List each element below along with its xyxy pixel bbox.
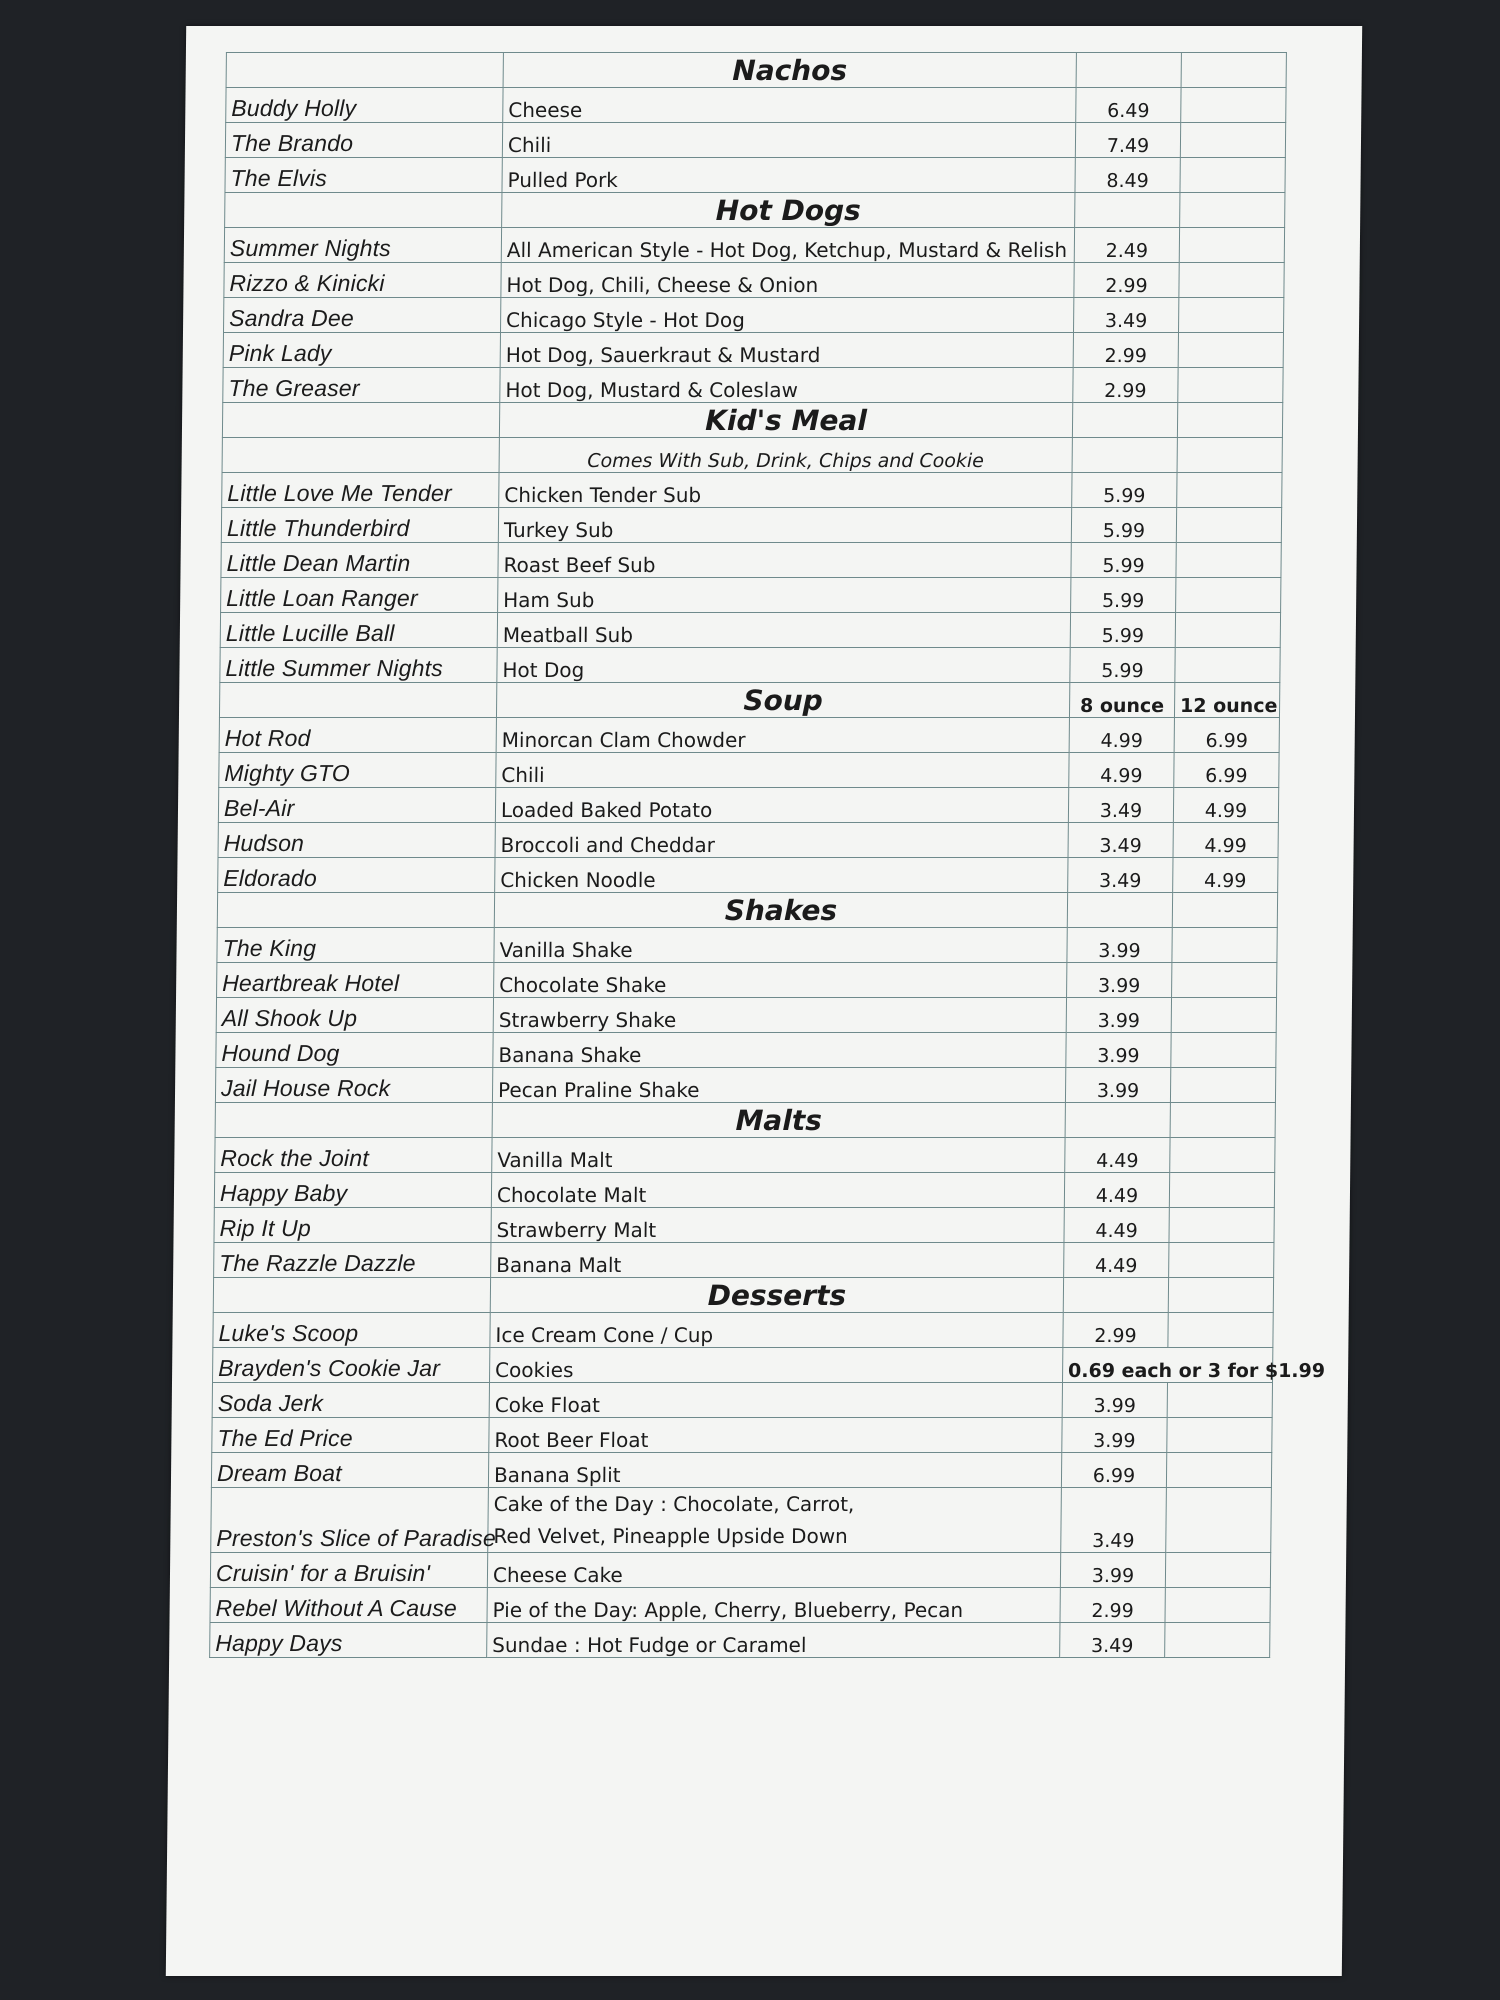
- item-price: 2.49: [1074, 228, 1179, 263]
- item-price: 5.99: [1072, 473, 1177, 508]
- menu-row: [225, 123, 1285, 158]
- item-name: Soda Jerk: [212, 1383, 489, 1418]
- item-name: Little Lucille Ball: [220, 613, 497, 648]
- item-description: Ice Cream Cone / Cup: [490, 1313, 1063, 1348]
- menu-row: [221, 508, 1281, 543]
- item-price: 3.49: [1068, 788, 1173, 823]
- item-description: Hot Dog: [497, 648, 1070, 683]
- item-name: Hudson: [218, 823, 495, 858]
- item-price: 8.49: [1075, 158, 1180, 193]
- item-price: 3.49: [1060, 1623, 1165, 1658]
- item-price: 4.99: [1069, 753, 1174, 788]
- item-price-large: 4.99: [1173, 858, 1278, 893]
- item-price: 5.99: [1070, 648, 1175, 683]
- item-description: Strawberry Malt: [491, 1208, 1064, 1243]
- menu-row: [220, 648, 1280, 683]
- item-price: 4.49: [1064, 1173, 1169, 1208]
- item-name: Rizzo & Kinicki: [224, 263, 501, 298]
- item-description: Chili: [496, 753, 1069, 788]
- item-description: All American Style - Hot Dog, Ketchup, Mustard & Relish: [501, 228, 1074, 263]
- item-name: Hound Dog: [216, 1033, 493, 1068]
- item-price: 5.99: [1070, 613, 1175, 648]
- menu-row: [217, 963, 1277, 998]
- menu-row: [224, 298, 1284, 333]
- item-description: Cheese Cake: [487, 1553, 1060, 1588]
- item-price: 0.69 each or 3 for $1.99: [1063, 1348, 1273, 1383]
- item-price: 6.49: [1076, 88, 1181, 123]
- menu-row: [221, 543, 1281, 578]
- section-title: Malts: [492, 1103, 1065, 1138]
- item-description: Hot Dog, Sauerkraut & Mustard: [500, 333, 1073, 368]
- item-description: [488, 1488, 1062, 1553]
- menu-row: [213, 1313, 1273, 1348]
- item-price: 5.99: [1071, 543, 1176, 578]
- menu-row: [223, 333, 1283, 368]
- item-price: 7.49: [1075, 123, 1180, 158]
- section-title: Nachos: [503, 53, 1076, 88]
- item-price: 2.99: [1063, 1313, 1168, 1348]
- menu-row: [214, 1243, 1274, 1278]
- section-header-nachos: [226, 53, 1286, 88]
- item-description: Pie of the Day: Apple, Cherry, Blueberry, Pecan: [487, 1588, 1060, 1623]
- item-name: Bel-Air: [218, 788, 495, 823]
- item-name: Sandra Dee: [224, 298, 501, 333]
- menu-row: [222, 473, 1282, 508]
- item-price: 3.99: [1062, 1418, 1167, 1453]
- item-description-line: Red Velvet, Pineapple Upside Down: [493, 1524, 848, 1548]
- menu-row: [218, 788, 1278, 823]
- section-title: Hot Dogs: [502, 193, 1075, 228]
- menu-row: [215, 1068, 1275, 1103]
- item-name: Mighty GTO: [219, 753, 496, 788]
- item-price: 3.99: [1062, 1383, 1167, 1418]
- item-description: Cookies: [490, 1348, 1063, 1383]
- item-price: 5.99: [1071, 508, 1176, 543]
- menu-row: [226, 88, 1286, 123]
- item-price: 3.99: [1066, 1033, 1171, 1068]
- item-price: 3.99: [1066, 998, 1171, 1033]
- menu-row: [210, 1623, 1270, 1658]
- menu-row: [214, 1208, 1274, 1243]
- item-description: Turkey Sub: [498, 508, 1071, 543]
- item-name: Buddy Holly: [226, 88, 503, 123]
- menu-row: [221, 578, 1281, 613]
- menu-row: [215, 1138, 1275, 1173]
- item-name: Rebel Without A Cause: [210, 1588, 487, 1623]
- item-description: Sundae : Hot Fudge or Caramel: [487, 1623, 1060, 1658]
- item-price-large: 4.99: [1173, 788, 1278, 823]
- menu-row: [212, 1418, 1272, 1453]
- item-name: Pink Lady: [223, 333, 500, 368]
- item-name: The Ed Price: [212, 1418, 489, 1453]
- item-description: Hot Dog, Mustard & Coleslaw: [500, 368, 1073, 403]
- item-description: Coke Float: [489, 1383, 1062, 1418]
- item-price: 6.99: [1061, 1453, 1166, 1488]
- item-description: Chili: [502, 123, 1075, 158]
- item-description: Root Beer Float: [489, 1418, 1062, 1453]
- item-name: Eldorado: [218, 858, 495, 893]
- item-description: Strawberry Shake: [493, 998, 1066, 1033]
- item-description: Cheese: [503, 88, 1076, 123]
- item-price: 5.99: [1071, 578, 1176, 613]
- item-price: 2.99: [1060, 1588, 1165, 1623]
- menu-row: [210, 1588, 1270, 1623]
- item-price: 3.99: [1060, 1553, 1165, 1588]
- item-description: Banana Malt: [491, 1243, 1064, 1278]
- menu-row: [225, 158, 1285, 193]
- menu-row: [212, 1383, 1272, 1418]
- item-price: 4.49: [1064, 1243, 1169, 1278]
- item-description: Hot Dog, Chili, Cheese & Onion: [501, 263, 1074, 298]
- menu-row: [218, 858, 1278, 893]
- item-price: 3.99: [1065, 1068, 1170, 1103]
- item-name: Little Thunderbird: [221, 508, 498, 543]
- item-description: Minorcan Clam Chowder: [496, 718, 1069, 753]
- item-description: Pulled Pork: [502, 158, 1075, 193]
- item-price: 2.99: [1073, 368, 1178, 403]
- item-name: Luke's Scoop: [213, 1313, 490, 1348]
- item-name: Rip It Up: [214, 1208, 491, 1243]
- item-name: The Elvis: [225, 158, 502, 193]
- menu-row: [217, 928, 1277, 963]
- item-description: Vanilla Malt: [492, 1138, 1065, 1173]
- item-price: 3.49: [1068, 823, 1173, 858]
- section-header-malts: [215, 1103, 1275, 1138]
- menu-row: [213, 1348, 1273, 1383]
- item-price: 3.49: [1061, 1488, 1167, 1553]
- item-name: Happy Days: [210, 1623, 487, 1658]
- item-description: Roast Beef Sub: [498, 543, 1071, 578]
- item-description: Chicken Noodle: [495, 858, 1068, 893]
- item-description: Broccoli and Cheddar: [495, 823, 1068, 858]
- item-description: Loaded Baked Potato: [495, 788, 1068, 823]
- section-title: Desserts: [490, 1278, 1063, 1313]
- item-price: 3.99: [1067, 928, 1172, 963]
- item-name: Rock the Joint: [215, 1138, 492, 1173]
- item-name: Little Loan Ranger: [221, 578, 498, 613]
- section-title: Shakes: [494, 893, 1067, 928]
- item-description: Chicago Style - Hot Dog: [501, 298, 1074, 333]
- item-price: 3.99: [1067, 963, 1172, 998]
- item-description: Vanilla Shake: [494, 928, 1067, 963]
- section-header-hot-dogs: [225, 193, 1285, 228]
- item-name: Little Summer Nights: [220, 648, 497, 683]
- item-name: Preston's Slice of Paradise: [211, 1488, 489, 1553]
- item-name: Heartbreak Hotel: [217, 963, 494, 998]
- item-description: Chicken Tender Sub: [499, 473, 1072, 508]
- item-name: Happy Baby: [214, 1173, 491, 1208]
- item-price: 2.99: [1074, 263, 1179, 298]
- size-header-large: 12 ounce: [1174, 683, 1279, 718]
- item-description: Banana Split: [488, 1453, 1061, 1488]
- section-header-soup: [219, 683, 1279, 718]
- menu-row: [219, 718, 1279, 753]
- item-name: Summer Nights: [224, 228, 501, 263]
- menu-row: [220, 613, 1280, 648]
- menu-row: [224, 263, 1284, 298]
- item-description: Meatball Sub: [497, 613, 1070, 648]
- item-name: Hot Rod: [219, 718, 496, 753]
- menu-row: [211, 1488, 1272, 1553]
- section-header-kids-meal: [222, 403, 1282, 438]
- menu-row: [224, 228, 1284, 263]
- item-name: All Shook Up: [216, 998, 493, 1033]
- menu-row: [223, 368, 1283, 403]
- item-name: The Brando: [225, 123, 502, 158]
- item-name: Cruisin' for a Bruisin': [210, 1553, 487, 1588]
- menu-row: [211, 1453, 1271, 1488]
- item-price: 3.49: [1068, 858, 1173, 893]
- item-price: 4.99: [1069, 718, 1174, 753]
- item-description: Pecan Praline Shake: [492, 1068, 1065, 1103]
- item-price: 3.49: [1074, 298, 1179, 333]
- item-name: Dream Boat: [211, 1453, 488, 1488]
- section-title: Soup: [496, 683, 1069, 718]
- item-description: Chocolate Shake: [494, 963, 1067, 998]
- item-description-line: Cake of the Day : Chocolate, Carrot,: [493, 1492, 855, 1516]
- menu-row: [218, 823, 1278, 858]
- section-note: Comes With Sub, Drink, Chips and Cookie: [499, 438, 1072, 473]
- item-name: Little Dean Martin: [221, 543, 498, 578]
- item-name: Jail House Rock: [215, 1068, 492, 1103]
- item-price: 4.49: [1064, 1208, 1169, 1243]
- menu-row: [219, 753, 1279, 788]
- section-header-desserts: [213, 1278, 1273, 1313]
- item-description: Chocolate Malt: [491, 1173, 1064, 1208]
- item-price-large: 6.99: [1174, 753, 1279, 788]
- item-price-large: 4.99: [1173, 823, 1278, 858]
- item-price: 4.49: [1065, 1138, 1170, 1173]
- item-name: Little Love Me Tender: [222, 473, 499, 508]
- item-name: The Razzle Dazzle: [214, 1243, 491, 1278]
- item-name: The King: [217, 928, 494, 963]
- item-name: Brayden's Cookie Jar: [213, 1348, 490, 1383]
- menu-table: [209, 52, 1326, 1658]
- section-title: Kid's Meal: [499, 403, 1072, 438]
- item-description: Banana Shake: [493, 1033, 1066, 1068]
- section-header-shakes: [217, 893, 1277, 928]
- section-note-row: [222, 438, 1282, 473]
- menu-row: [216, 1033, 1276, 1068]
- menu-sheet: [166, 26, 1362, 1976]
- item-price-large: 6.99: [1174, 718, 1279, 753]
- item-name: The Greaser: [223, 368, 500, 403]
- item-description: Ham Sub: [498, 578, 1071, 613]
- menu-row: [210, 1553, 1270, 1588]
- menu-row: [214, 1173, 1274, 1208]
- size-header-small: 8 ounce: [1069, 683, 1174, 718]
- item-price: 2.99: [1073, 333, 1178, 368]
- menu-row: [216, 998, 1276, 1033]
